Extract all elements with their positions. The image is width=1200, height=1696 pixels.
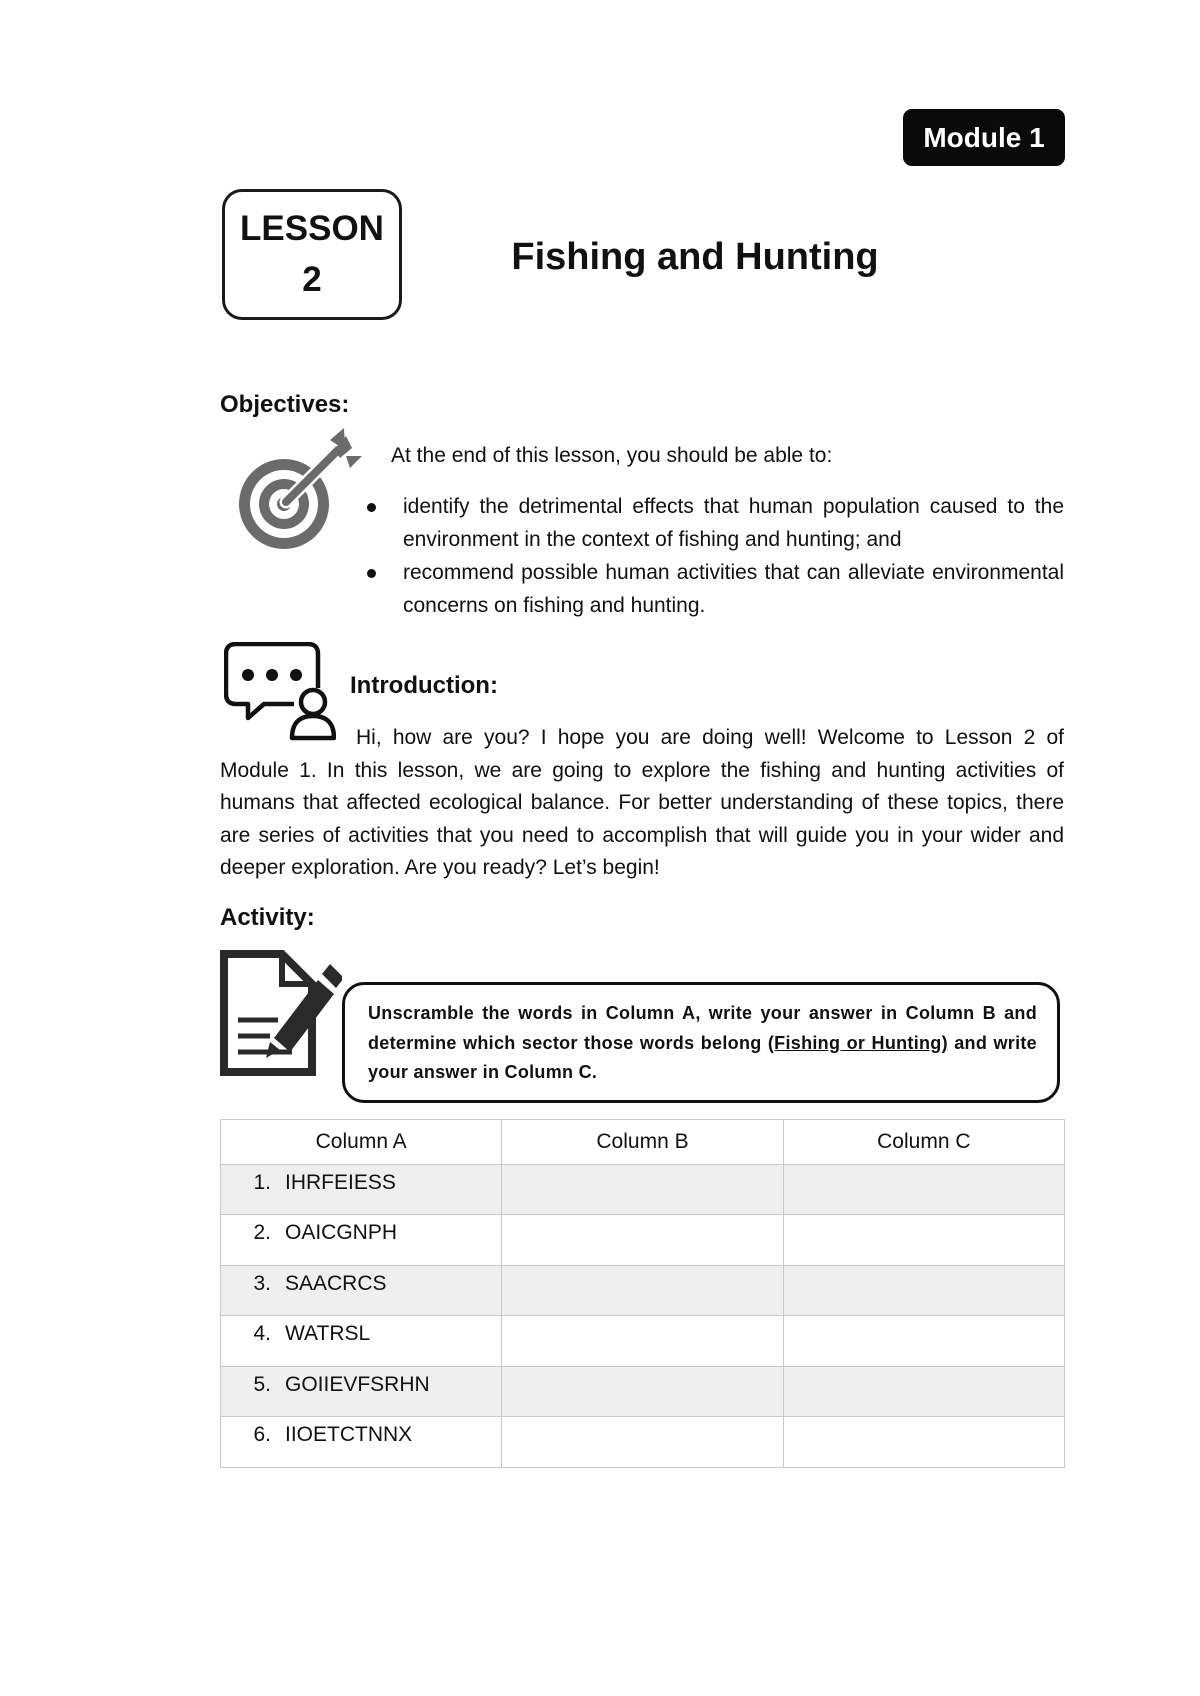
row-number: 1. (253, 1170, 271, 1194)
lesson-box (222, 189, 402, 320)
column-a-cell (221, 1215, 502, 1266)
instruction-text-end: and write your answer in Column C. (368, 1032, 1037, 1082)
activity-table (220, 1119, 1065, 1468)
bullet-icon (367, 569, 376, 578)
column-b-cell[interactable] (502, 1417, 783, 1468)
table-row (221, 1316, 1065, 1367)
target-icon (234, 428, 364, 558)
introduction-paragraph: Hi, how are you? I hope you are doing well! Welcome to Lesson 2 of Module 1. In this lesson, we are going to explore the fishing and hunting activities of humans that affected ecological balance. For better understanding of these topics, there are series of activities that you need to accomplish that will guide you in your wider and deeper exploration. Are you ready? Let’s begin! (220, 726, 1064, 879)
column-b-cell[interactable] (502, 1215, 783, 1266)
list-item (364, 557, 1064, 622)
column-c-cell[interactable] (783, 1215, 1064, 1266)
scrambled-word: IHRFEIESS (285, 1170, 396, 1194)
column-b-header: Column B (502, 1120, 783, 1165)
lesson-label: LESSON (240, 208, 384, 248)
bullet-icon (367, 503, 376, 512)
scrambled-word: OAICGNPH (285, 1221, 398, 1244)
lesson-number: 2 (302, 259, 322, 299)
column-c-cell[interactable] (783, 1265, 1064, 1316)
scrambled-word: WATRSL (285, 1322, 371, 1345)
introduction-heading: Introduction: (350, 672, 498, 699)
column-a-cell (221, 1164, 502, 1215)
table-header-row (221, 1120, 1065, 1165)
row-number: 4. (253, 1322, 271, 1345)
activity-heading: Activity: (220, 904, 315, 931)
column-b-cell[interactable] (502, 1316, 783, 1367)
column-b-cell[interactable] (502, 1366, 783, 1417)
instruction-underlined: (Fishing or Hunting) (767, 1032, 948, 1053)
row-number: 5. (253, 1372, 271, 1396)
column-b-cell[interactable] (502, 1265, 783, 1316)
row-number: 3. (253, 1271, 271, 1295)
row-number: 2. (253, 1221, 271, 1244)
column-c-cell[interactable] (783, 1366, 1064, 1417)
objectives-heading: Objectives: (220, 391, 350, 418)
column-c-cell[interactable] (783, 1417, 1064, 1468)
document-pencil-icon (220, 950, 342, 1076)
instruction-text: Unscramble the words in Column A, write your answer in Column B and determine which sector those words belong (368, 1003, 1037, 1053)
column-a-cell (221, 1265, 502, 1316)
objectives-list (364, 491, 1064, 623)
scrambled-word: GOIIEVFSRHN (285, 1372, 430, 1396)
table-row (221, 1366, 1065, 1417)
column-c-cell[interactable] (783, 1316, 1064, 1367)
column-a-header: Column A (221, 1120, 502, 1165)
list-item (364, 491, 1064, 556)
table-row (221, 1265, 1065, 1316)
objective-text: recommend possible human activities that can alleviate environmental concerns on fishing and hunting. (403, 561, 1064, 617)
activity-instruction-box (342, 982, 1060, 1103)
objectives-intro: At the end of this lesson, you should be able to: (391, 444, 833, 467)
scrambled-word: IIOETCTNNX (285, 1423, 413, 1446)
scrambled-word: SAACRCS (285, 1271, 387, 1295)
column-b-cell[interactable] (502, 1164, 783, 1215)
table-row (221, 1164, 1065, 1215)
column-c-cell[interactable] (783, 1164, 1064, 1215)
module-badge: Module 1 (903, 109, 1065, 166)
column-a-cell (221, 1316, 502, 1367)
column-a-cell (221, 1366, 502, 1417)
table-row (221, 1215, 1065, 1266)
table-row (221, 1417, 1065, 1468)
row-number: 6. (253, 1423, 271, 1446)
column-c-header: Column C (783, 1120, 1064, 1165)
column-a-cell (221, 1417, 502, 1468)
lesson-title: Fishing and Hunting (511, 236, 879, 278)
objective-text: identify the detrimental effects that human population caused to the environment in the context of fishing and hunting; and (403, 495, 1064, 551)
